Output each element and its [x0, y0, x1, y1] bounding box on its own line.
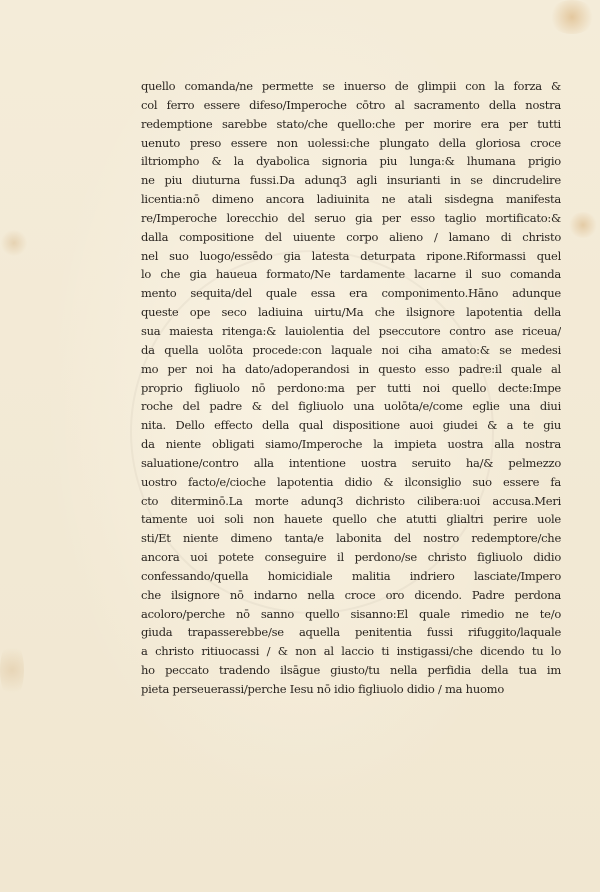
text-line: licentia:nō dimeno ancora ladiuinita ne atali sisdegna manifesta	[141, 192, 561, 207]
text-line: sti/Et niente dimeno tanta/e labonita del nostro redemptore/che	[141, 531, 561, 546]
text-line: lo che gia haueua formato/Ne tardamente lacarne il suo comanda	[141, 267, 561, 282]
text-line: pieta perseuerassi/perche Iesu nō idio figliuolo didio / ma huomo	[141, 682, 504, 696]
text-line: queste ope seco ladiuina uirtu/Ma che ilsignore lapotentia della	[141, 305, 561, 320]
text-line: iltriompho & la dyabolica signoria piu lunga:& lhumana prigio	[141, 154, 561, 169]
text-line: cto diterminō.La morte adunq3 dichristo cilibera:uoi accusa.Meri	[141, 493, 561, 508]
text-line: nita. Dello effecto della qual dispositione auoi giudei & a te giu	[141, 418, 561, 433]
text-line: col ferro essere difeso/Imperoche cōtro al sacramento della nostra	[141, 97, 561, 112]
text-line: uostro facto/e/cioche lapotentia didio & ilconsiglio suo essere fa	[141, 474, 561, 489]
text-line: ne piu diuturna fussi.Da adunq3 agli insurianti in se dincrudelire	[141, 173, 561, 188]
text-line: sua maiesta ritenga:& lauiolentia del pseccutore contro ase riceua/	[141, 323, 561, 338]
text-line: acoloro/perche nō sanno quello sisanno:El quale rimedio ne te/o	[141, 606, 561, 621]
text-line: dalla compositione del uiuente corpo alieno / lamano di christo	[141, 229, 561, 244]
stain-mark	[0, 640, 24, 700]
text-line: ancora uoi potete conseguire il perdono/se christo figliuolo didio	[141, 550, 561, 565]
stain-mark	[568, 212, 598, 238]
text-line: da quella uolōta procede:con laquale noi ciha amato:& se medesi	[141, 342, 561, 357]
text-block	[141, 77, 561, 699]
text-line: roche del padre & del figliuolo una uolōta/e/come eglie una diui	[141, 399, 561, 414]
text-line: mento sequita/del quale essa era componimento.Hāno adunque	[141, 286, 561, 301]
text-line: uenuto preso essere non uolessi:che plungato della gloriosa croce	[141, 135, 561, 150]
text-line: redemptione sarebbe stato/che quello:che per morire era per tutti	[141, 116, 561, 131]
text-line: a christo ritiuocassi / & non al laccio ti instigassi/che dicendo tu lo	[141, 644, 561, 659]
text-line: giuda trapasserebbe/se aquella penitentia fussi rifuggito/laquale	[141, 625, 561, 640]
text-line: tamente uoi soli non hauete quello che atutti glialtri perire uole	[141, 512, 561, 527]
text-line: saluatione/contro alla intentione uostra seruito ha/& pelmezzo	[141, 455, 561, 470]
text-line: nel suo luogo/essēdo gia latesta deturpata ripone.Riformassi quel	[141, 248, 561, 263]
text-line: che ilsignore nō indarno nella croce oro dicendo. Padre perdona	[141, 587, 561, 602]
text-line: da niente obligati siamo/Imperoche la impieta uostra alla nostra	[141, 437, 561, 452]
text-line: quello comanda/ne permette se inuerso de glimpii con la forza &	[141, 79, 561, 93]
text-line: proprio figliuolo nō perdono:ma per tutti noi quello decte:Impe	[141, 380, 561, 395]
text-line: mo per noi ha dato/adoperandosi in questo esso padre:il quale al	[141, 361, 561, 376]
stain-mark	[0, 230, 28, 256]
text-line: ho peccato tradendo ilsāgue giusto/tu nella perfidia della tua im	[141, 663, 561, 678]
stain-mark	[548, 0, 596, 34]
text-line: re/Imperoche lorecchio del seruo gia per esso taglio mortificato:&	[141, 210, 561, 225]
text-line: confessando/quella homicidiale malitia indriero lasciate/Impero	[141, 568, 561, 583]
